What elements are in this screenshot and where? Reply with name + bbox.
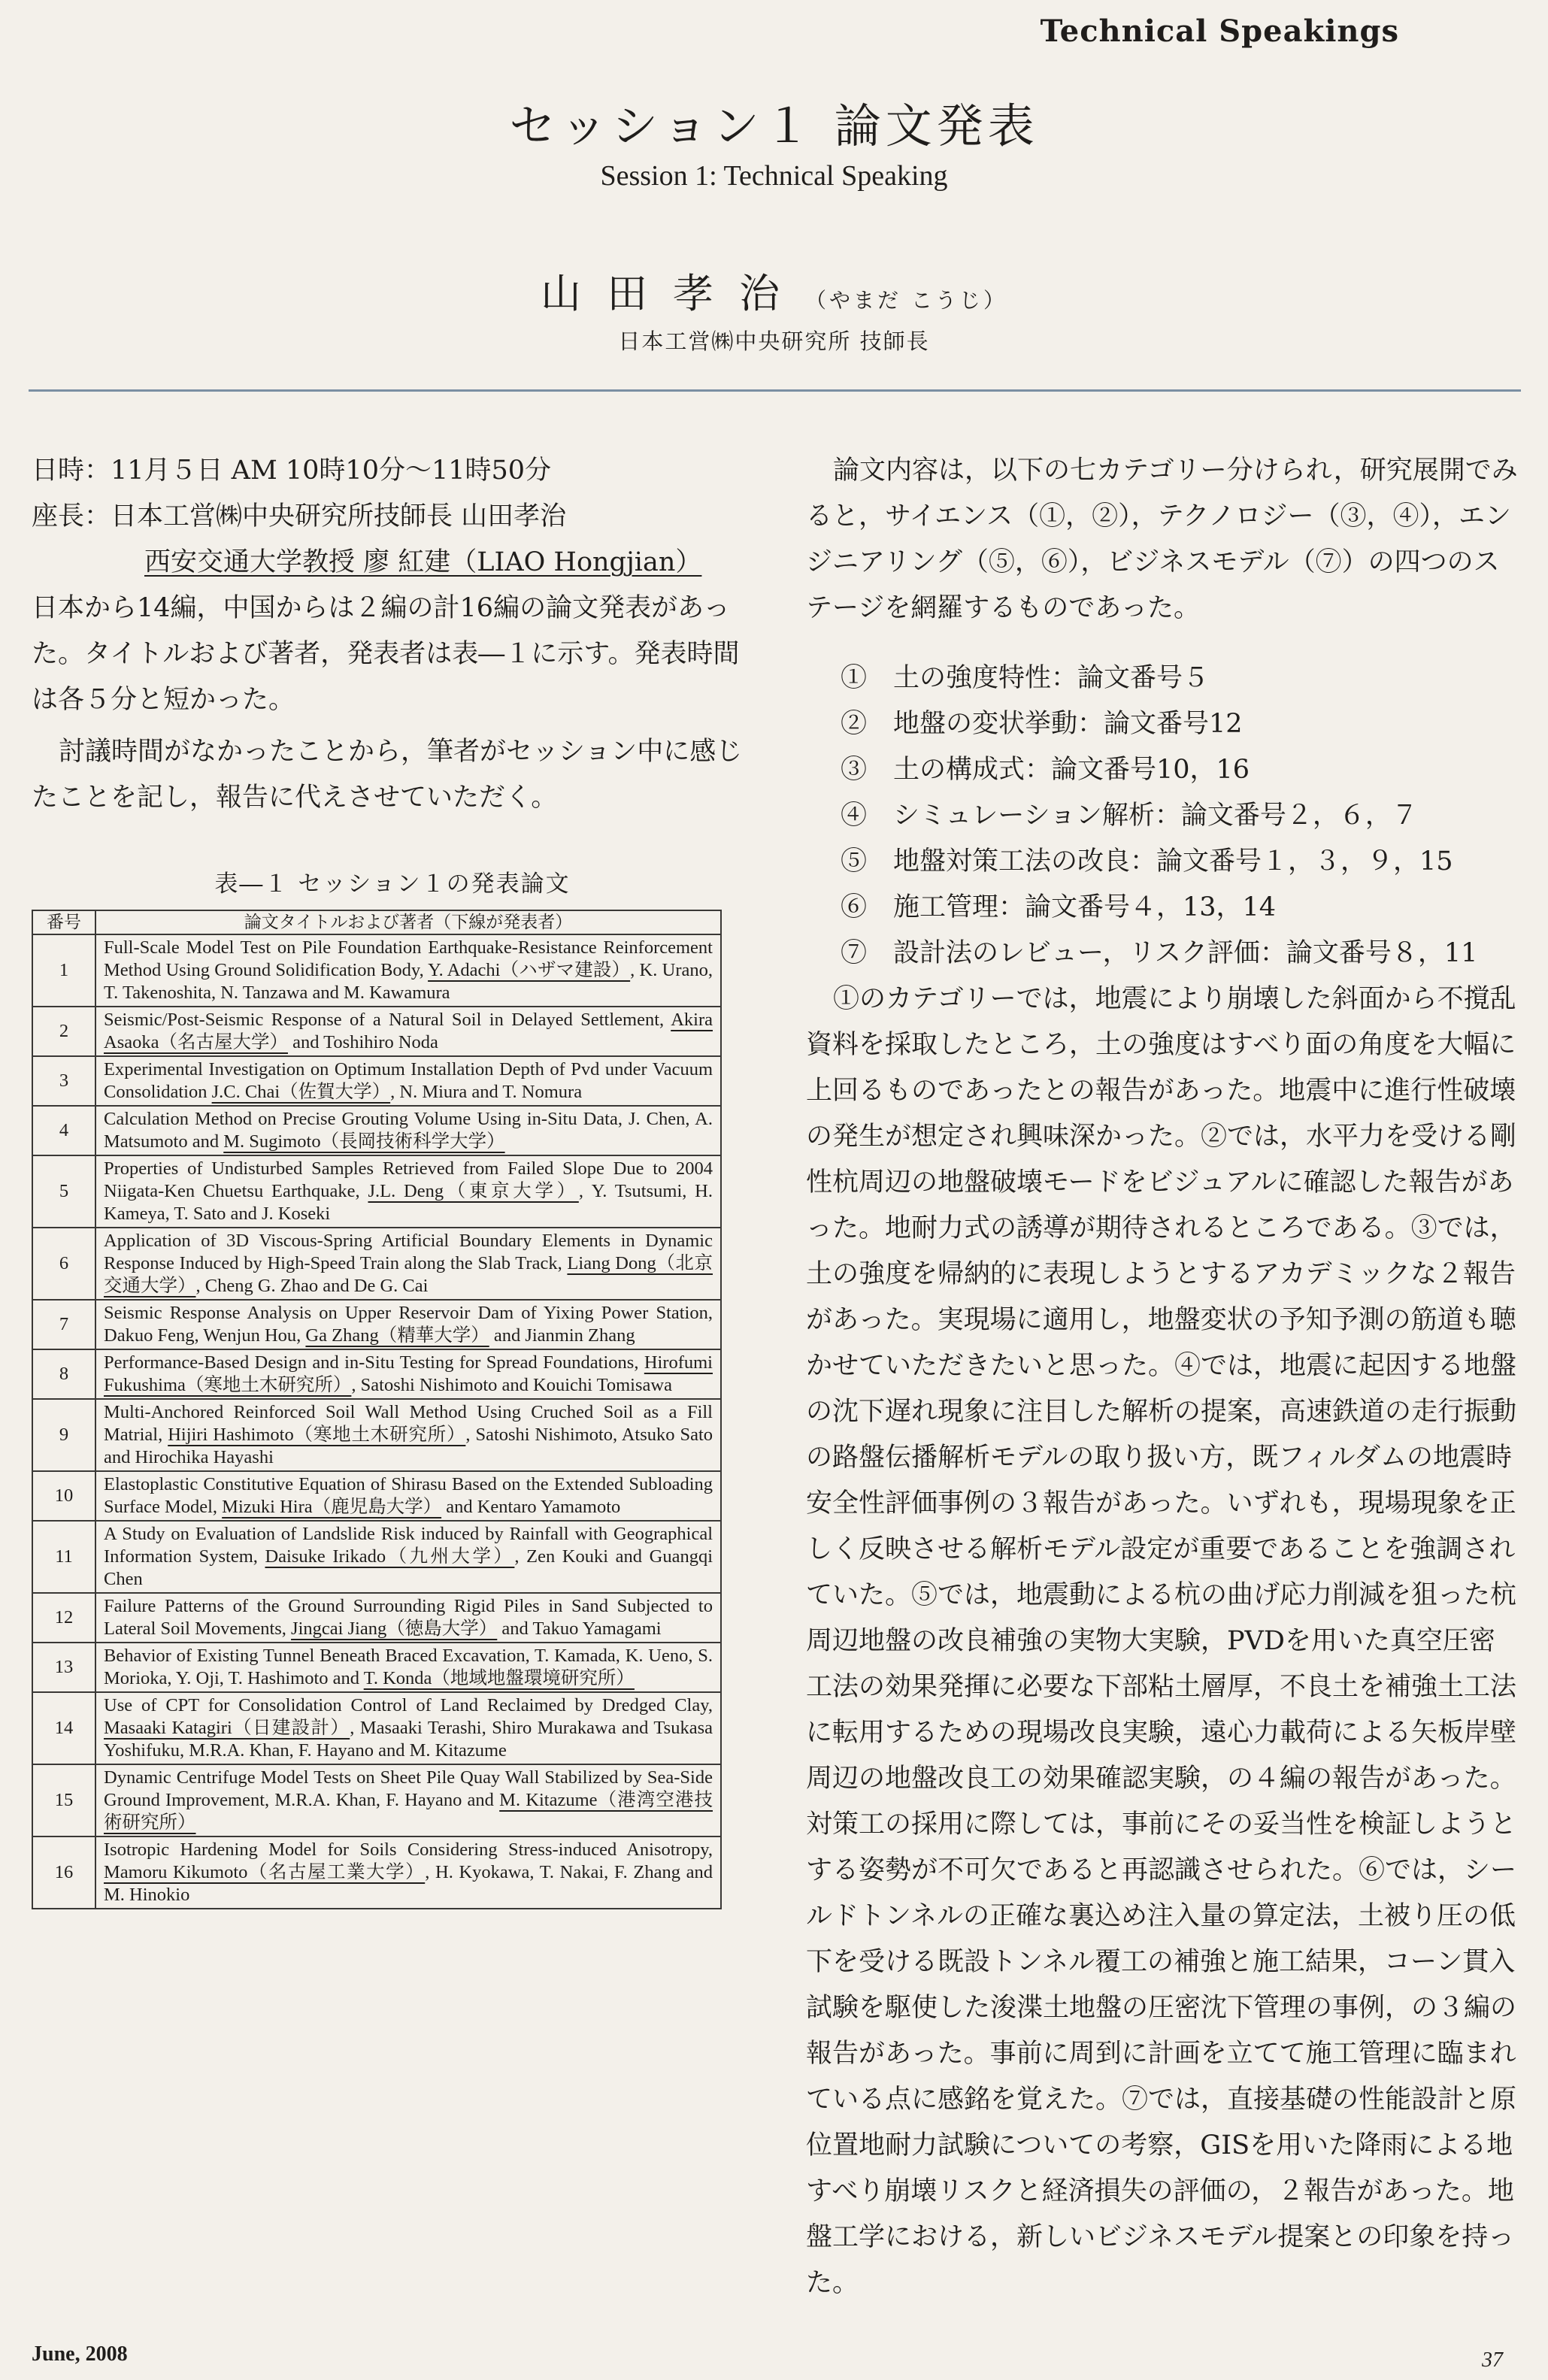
paper-title-authors [95, 1643, 721, 1692]
co-authors: , Satoshi Nishimoto and Kouichi Tomisawa [351, 1375, 672, 1395]
paper-number: 5 [32, 1155, 95, 1228]
category-item: ③ 土の構成式：論文番号10，16 [841, 755, 1250, 785]
author-line [0, 262, 1548, 319]
paper-number: 14 [32, 1692, 95, 1764]
co-authors: , K. Urano, T. Takenoshita, N. Tanzawa and M. Kawamura [104, 960, 713, 1003]
presenter-name: Mizuki Hira（鹿児島大学） [222, 1497, 442, 1517]
co-authors: , N. Miura and T. Nomura [390, 1082, 583, 1102]
paper-number: 11 [32, 1521, 95, 1593]
category-item: ② 地盤の変状挙動：論文番号12 [841, 709, 1243, 739]
co-authors: and Toshihiro Noda [287, 1032, 438, 1052]
paper-number: 13 [32, 1643, 95, 1692]
paper-number: 6 [32, 1228, 95, 1300]
presenter-name: Mamoru Kikumoto（名古屋工業大学） [104, 1862, 426, 1882]
paper-title-authors [95, 1692, 721, 1764]
table-row [32, 1471, 721, 1521]
table-row [32, 1155, 721, 1228]
paper-number: 7 [32, 1300, 95, 1349]
presenter-name: Masaaki Katagiri（日建設計） [104, 1718, 350, 1738]
paper-title-authors [95, 1836, 721, 1909]
papers-table [32, 910, 722, 1909]
paper-title: Experimental Investigation on Optimum Installation Depth of Pvd under Vacuum Consolidation [104, 1059, 713, 1102]
paper-title: A Study on Evaluation of Landslide Risk induced by Rainfall with Geographical Information System, [104, 1524, 713, 1567]
paper-title-authors [95, 1593, 721, 1643]
table-row [32, 1007, 721, 1056]
paper-number: 12 [32, 1593, 95, 1643]
paper-title: Calculation Method on Precise Grouting Volume Using in-Situ Data, J. Chen, A. Matsumoto and [104, 1109, 713, 1152]
paper-title: Application of 3D Viscous-Spring Artificial Boundary Elements in Dynamic Response Induced by High-Speed Train along the Slab Track, [104, 1231, 713, 1273]
paper-title: Dynamic Centrifuge Model Tests on Sheet Pile Quay Wall Stabilized by Sea-Side Ground Improvement, M.R.A. Khan, F. Hayano and [104, 1767, 713, 1810]
paper-title: Elastoplastic Constitutive Equation of Shirasu Based on the Extended Subloading Surface Model, [104, 1474, 713, 1517]
presenter-name: J.C. Chai（佐賀大学） [211, 1082, 391, 1102]
author-affiliation: 日本工営㈱中央研究所 技師長 [618, 329, 930, 354]
page-title-en: Session 1: Technical Speaking [600, 160, 948, 192]
paper-title: Multi-Anchored Reinforced Soil Wall Method Using Cruched Soil as a Fill Matrial, [104, 1402, 713, 1445]
co-authors: , Masaaki Terashi, Shiro Murakawa and Tsukasa Yoshifuku, M.R.A. Khan, F. Hayano and M. Kitazume [104, 1718, 713, 1761]
presenter-name: Hijiri Hashimoto（寒地土木研究所） [168, 1425, 466, 1445]
col-header-title: 論文タイトルおよび著者（下線が発表者） [95, 910, 721, 934]
paper-title-authors [95, 1007, 721, 1056]
paper-title-authors [95, 1228, 721, 1300]
category-list [841, 656, 1517, 977]
presenter-name: M. Kitazume（港湾空港技術研究所） [104, 1790, 713, 1833]
session-chair-1: 座長：日本工営㈱中央研究所技師長 山田孝治 [32, 501, 567, 531]
presenter-name: Akira Asaoka（名古屋大学） [104, 1010, 713, 1052]
co-authors: , Satoshi Nishimoto, Atsuko Sato and Hirochika Hayashi [104, 1425, 713, 1467]
category-item: ⑦ 設計法のレビュー，リスク評価：論文番号８，11 [841, 938, 1478, 968]
paper-title-authors [95, 1155, 721, 1228]
presenter-name: Jingcai Jiang（徳島大学） [291, 1618, 498, 1639]
page-title-ja: セッション１ 論文発表 [509, 98, 1039, 153]
table-row [32, 1056, 721, 1106]
category-item: ① 土の強度特性：論文番号５ [841, 663, 1210, 693]
co-authors: , Cheng G. Zhao and De G. Cai [195, 1276, 429, 1296]
col-header-number: 番号 [32, 910, 95, 934]
paper-title-authors [95, 1349, 721, 1399]
paper-title-authors [95, 1764, 721, 1836]
paper-title-authors [95, 1106, 721, 1155]
paper-number: 8 [32, 1349, 95, 1399]
table-row [32, 1349, 721, 1399]
paper-title: Failure Patterns of the Ground Surrounding Rigid Piles in Sand Subjected to Lateral Soil Movements, [104, 1596, 713, 1639]
co-authors: and Jianmin Zhang [489, 1325, 635, 1346]
presenter-name: M. Sugimoto（長岡技術科学大学） [223, 1131, 505, 1152]
categories-intro: 論文内容は，以下の七カテゴリー分けられ，研究展開でみると，サイエンス（①，②），テクノロジー（③，④），エンジニアリング（⑤，⑥），ビジネスモデル（⑦）の四つのステージを網羅するものであった。 [806, 456, 1518, 623]
paper-title-authors [95, 1521, 721, 1593]
paper-number: 10 [32, 1471, 95, 1521]
paper-number: 4 [32, 1106, 95, 1155]
footer-date: June, 2008 [32, 2342, 128, 2366]
table-row [32, 1643, 721, 1692]
section-header-tag: Technical Speakings [1040, 14, 1399, 49]
paper-title: Full-Scale Model Test on Pile Foundation Earthquake-Resistance Reinforcement Method Using Ground Solidification Body, [104, 937, 713, 980]
presenter-name: Y. Adachi（ハザマ建設） [428, 960, 631, 980]
paper-number: 1 [32, 934, 95, 1007]
table-row [32, 1521, 721, 1593]
session-date: 日時：11月５日 AM 10時10分～11時50分 [32, 456, 552, 486]
paper-number: 2 [32, 1007, 95, 1056]
co-authors: and Kentaro Yamamoto [441, 1497, 621, 1517]
header-divider [29, 389, 1521, 392]
right-column-body [806, 977, 1520, 2306]
table-row [32, 934, 721, 1007]
paper-number: 3 [32, 1056, 95, 1106]
presenter-name: Daisuke Irikado（九州大学） [265, 1546, 515, 1567]
paper-title: Seismic/Post-Seismic Response of a Natural Soil in Delayed Settlement, [104, 1010, 671, 1030]
left-column-text [32, 448, 753, 821]
co-authors: , H. Kyokawa, T. Nakai, F. Zhang and M. Hinokio [104, 1862, 713, 1905]
co-authors: , Zen Kouki and Guangqi Chen [104, 1546, 713, 1589]
presenter-name: Liang Dong（北京交通大学） [104, 1253, 713, 1296]
table-caption: 表―１ セッション１の発表論文 [214, 871, 571, 898]
papers-table-body [32, 934, 721, 1909]
table-row [32, 1692, 721, 1764]
table-row [32, 1836, 721, 1909]
paper-title: Isotropic Hardening Model for Soils Considering Stress-induced Anisotropy, [104, 1840, 713, 1860]
paper-title-authors [95, 1399, 721, 1471]
table-row [32, 1228, 721, 1300]
co-authors: and Takuo Yamagami [497, 1618, 662, 1639]
paper-title-authors [95, 1300, 721, 1349]
paper-title-authors [95, 934, 721, 1007]
paper-title: Seismic Response Analysis on Upper Reservoir Dam of Yixing Power Station, Dakuo Feng, Wenjun Hou, [104, 1303, 713, 1346]
table-row [32, 1399, 721, 1471]
category-item: ⑤ 地盤対策工法の改良：論文番号１，３，９，15 [841, 846, 1453, 877]
table-row [32, 1764, 721, 1836]
presenter-name: Hirofumi Fukushima（寒地土木研究所） [104, 1352, 713, 1395]
presenter-name: T. Konda（地域地盤環境研究所） [363, 1668, 635, 1688]
co-authors: , Y. Tsutsumi, H. Kameya, T. Sato and J. Koseki [104, 1181, 713, 1224]
paper-title: Properties of Undisturbed Samples Retrieved from Failed Slope Due to 2004 Niigata-Ken Chuetsu Earthquake, [104, 1158, 713, 1201]
table-row [32, 1106, 721, 1155]
paper-number: 9 [32, 1399, 95, 1471]
author-reading: （やまだ こうじ） [805, 288, 1007, 313]
page-number: 37 [1482, 2348, 1503, 2372]
category-item: ④ シミュレーション解析：論文番号２，６，７ [841, 801, 1418, 831]
discussion-paragraph: 討議時間がなかったことから，筆者がセッション中に感じたことを記し，報告に代えさせていただく。 [32, 737, 743, 813]
paper-title-authors [95, 1471, 721, 1521]
table-row [32, 1300, 721, 1349]
paper-number: 15 [32, 1764, 95, 1836]
paper-number: 16 [32, 1836, 95, 1909]
presenter-name: Ga Zhang（精華大学） [305, 1325, 489, 1346]
author-name: 山田孝治 [541, 270, 806, 317]
table-header-row [32, 910, 721, 934]
table-row [32, 1593, 721, 1643]
paper-title: Performance-Based Design and in-Situ Testing for Spread Foundations, [104, 1352, 644, 1373]
discussion-body: ①のカテゴリーでは，地震により崩壊した斜面から不撹乱資料を採取したところ，土の強度はすべり面の角度を大幅に上回るものであったとの報告があった。地震中に進行性破壊の発生が想定され興味深かった。②では，水平力を受ける剛性杭周辺の地盤破壊モードをビジュアルに確認した報告があった。地耐力式の誘導が期待されるところである。③では，土の強度を帰納的に表現しようとするアカデミックな２報告があった。実現場に適用し，地盤変状の予知予測の筋道も聴かせていただきたいと思った。④では，地震に起因する地盤の沈下遅れ現象に注目した解析の提案，高速鉄道の走行振動の路盤伝播解析モデルの取り扱い方，既フィルダムの地震時安全性評価事例の３報告があった。いずれも，現場現象を正しく反映させる解析モデル設定が重要であることを強調されていた。⑤では，地震動による杭の曲げ応力削減を狙った杭周辺地盤の改良補強の実物大実験，PVDを用いた真空圧密工法の効果発揮に必要な下部粘土層厚，不良土を補強土工法に転用するための現場改良実験，遠心力載荷による矢板岸壁周辺の地盤改良工の効果確認実験，の４編の報告があった。対策工の採用に際しては，事前にその妥当性を検証しようとする姿勢が不可欠であると再認識させられた。⑥では，シールドトンネルの正確な裏込め注入量の算定法，土被り圧の低下を受ける既設トンネル覆工の補強と施工結果，コーン貫入試験を駆使した浚渫土地盤の圧密沈下管理の事例，の３編の報告があった。事前に周到に計画を立てて施工管理に臨まれている点に感銘を覚えた。⑦では，直接基礎の性能設計と原位置地耐力試験についての考察，GISを用いた降雨による地すべり崩壊リスクと経済損失の評価の，２報告があった。地盤工学における，新しいビジネスモデル提案との印象を持った。 [806, 984, 1517, 2298]
right-column-intro [806, 448, 1520, 631]
paper-title: Use of CPT for Consolidation Control of Land Reclaimed by Dredged Clay, [104, 1695, 713, 1715]
paper-title: Behavior of Existing Tunnel Beneath Braced Excavation, T. Kamada, K. Ueno, S. Morioka, Y. Oji, T. Hashimoto and [104, 1646, 713, 1688]
intro-paragraph: 日本から14編，中国からは２編の計16編の論文発表があった。タイトルおよび著者，発表者は表―１に示す。発表時間は各５分と短かった。 [32, 593, 740, 715]
session-chair-2: 西安交通大学教授 廖 紅建（LIAO Hongjian） [144, 547, 702, 577]
paper-title-authors [95, 1056, 721, 1106]
presenter-name: J.L. Deng（東京大学） [368, 1181, 579, 1201]
category-item: ⑥ 施工管理：論文番号４，13，14 [841, 892, 1277, 922]
